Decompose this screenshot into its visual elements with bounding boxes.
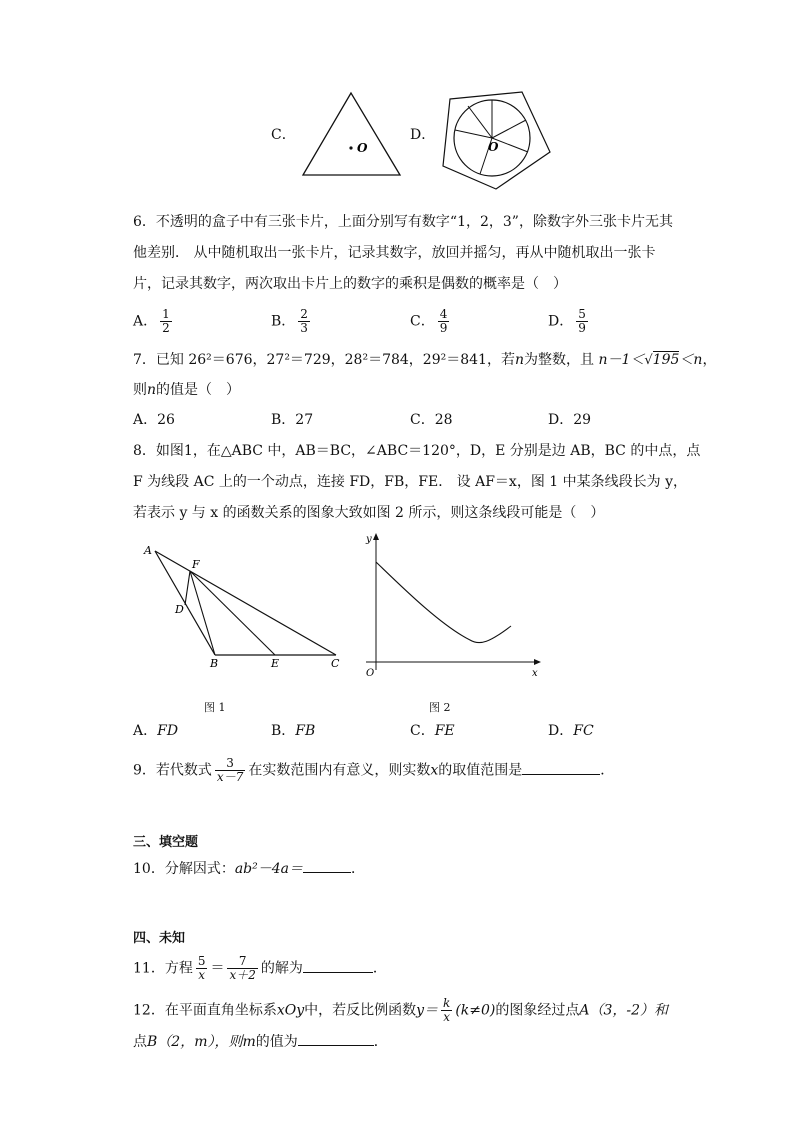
q6-option-d[interactable]: D． $\frac{5}{9}$: [548, 307, 586, 335]
q6-line1: 6．不透明的盒子中有三张卡片，上面分别写有数字“1，2，3”，除数字外三张卡片无其: [133, 214, 673, 230]
fig1-point-a: A: [144, 544, 152, 557]
pentagon-circle-figure: [438, 82, 558, 192]
option-d-label: D．: [410, 127, 436, 143]
q8-line2: F 为线段 AC 上的一个动点，连接 FD，FB，FE． 设 AF＝x，图 1 中某条线段长为 y，: [133, 474, 687, 490]
q12-line2: 点B（2，m），则m的值为 ．: [133, 1031, 388, 1052]
triangle-center-label: O: [357, 141, 368, 155]
q9-answer-blank[interactable]: [522, 760, 600, 775]
figure-1-triangle: [140, 540, 350, 680]
section-3-title: 三、填空题: [133, 835, 199, 850]
q7-option-d[interactable]: D．29: [548, 412, 592, 428]
q8-option-b[interactable]: B．FB: [271, 723, 316, 739]
q6-option-c[interactable]: C． $\frac{4}{9}$: [410, 307, 448, 335]
fig1-point-d: D: [175, 603, 184, 616]
fig1-point-e: E: [271, 657, 280, 670]
figure-2-graph: [360, 530, 545, 685]
q8-line1: 8．如图1，在△ABC 中，AB＝BC，∠ABC＝120°，D，E 分别是边 AB，BC 的中点，点: [133, 443, 701, 459]
q11-line: 11．方程 $\frac{5}{x}$ ＝ $\frac{7}{x+2}$ 的解为 ．: [133, 954, 387, 982]
q12-line1: 12．在平面直角坐标系xOy中，若反比例函数y＝ $\frac{k}{x}$ (k≠0)的图象经过点A（3，-2）和: [133, 996, 669, 1024]
q11-answer-blank[interactable]: [303, 958, 373, 973]
q8-line3: 若表示 y 与 x 的函数关系的图象大致如图 2 所示，则这条线段可能是（ ）: [133, 505, 605, 521]
q8-option-c[interactable]: C．FE: [410, 723, 455, 739]
fig1-point-b: B: [210, 657, 219, 670]
fig2-axis-x: x: [532, 668, 538, 679]
fig2-caption: 图 2: [429, 701, 451, 714]
triangle-figure: [300, 90, 404, 178]
q7-option-c[interactable]: C．28: [410, 412, 453, 428]
q7-line2: 则n的值是（ ）: [133, 382, 241, 398]
pentagon-center-label: O: [488, 140, 499, 154]
q6-line3: 片，记录其数字，两次取出卡片上的数字的乘积是偶数的概率是（ ）: [133, 276, 567, 292]
q6-option-b[interactable]: B． $\frac{2}{3}$: [271, 307, 308, 335]
section-4-title: 四、未知: [133, 931, 186, 946]
fig2-axis-y: y: [366, 534, 372, 545]
option-c-label: C．: [271, 127, 296, 143]
q8-option-d[interactable]: D．FC: [548, 723, 594, 739]
q10-answer-blank[interactable]: [303, 858, 351, 873]
q7-option-a[interactable]: A．26: [133, 412, 175, 428]
q7-line1: 7．已知 26²＝676，27²＝729，28²＝784，29²＝841，若n为整数，且 n－1＜√195＜n，: [133, 352, 717, 368]
q6-option-a[interactable]: A． $\frac{1}{2}$: [133, 307, 170, 335]
fig1-point-f: F: [192, 558, 200, 571]
fig1-caption: 图 1: [204, 701, 226, 714]
q7-option-b[interactable]: B．27: [271, 412, 314, 428]
q6-line2: 他差别． 从中随机取出一张卡片，记录其数字，放回并摇匀，再从中随机取出一张卡: [133, 245, 656, 261]
fig1-point-c: C: [331, 657, 340, 670]
fig2-origin: O: [366, 668, 375, 679]
q12-answer-blank[interactable]: [298, 1031, 374, 1046]
q8-option-a[interactable]: A．FD: [133, 723, 179, 739]
q9-line: 9．若代数式 $\frac{3}{x-7}$ 在实数范围内有意义，则实数x的取值范围是 ．: [133, 756, 615, 784]
q10-line: 10．分解因式：ab²－4a＝ ．: [133, 858, 365, 879]
